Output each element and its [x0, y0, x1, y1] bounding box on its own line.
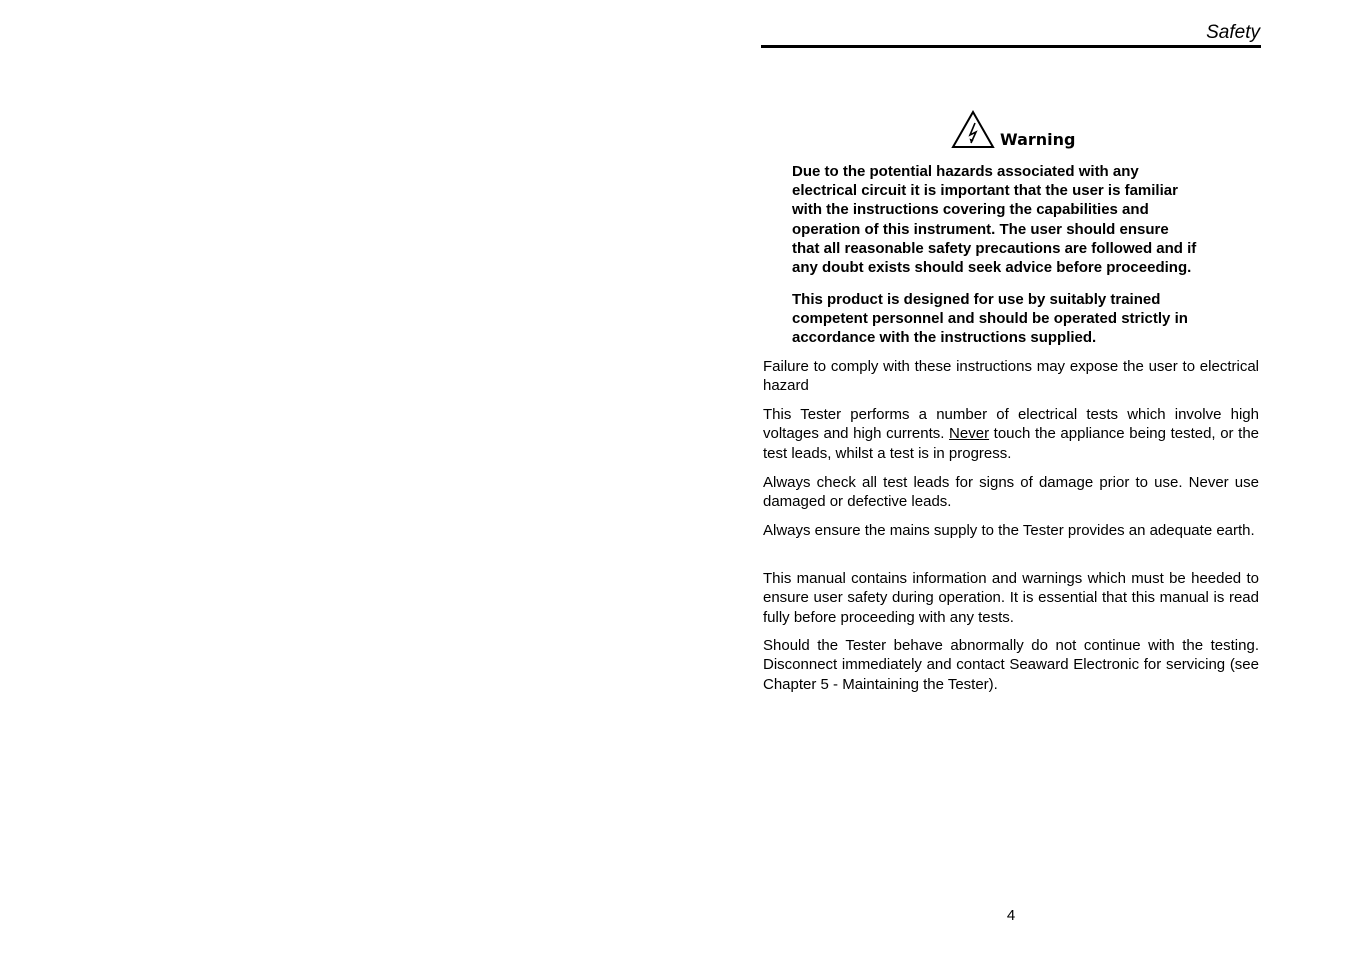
- never-emphasis: Never: [949, 425, 990, 443]
- warning-heading: [951, 110, 1075, 150]
- paragraph-check-leads: Always check all test leads for signs of damage prior to use. Never use damaged or defective leads.: [763, 474, 1259, 511]
- paragraph-text: This Tester performs a number of electrical tests which involve high voltages and high currents.: [763, 406, 1259, 443]
- warning-line: operation of this instrument. The user should ensure: [792, 220, 1169, 238]
- warning-line: any doubt exists should seek advice before proceeding.: [792, 259, 1192, 277]
- paragraph-text: touch the appliance being tested, or the test leads, whilst a test is in progress.: [763, 425, 1260, 462]
- page-number: 4: [1006, 907, 1016, 924]
- paragraph-manual-warnings: This manual contains information and warnings which must be heeded to ensure user safety during operation. It is essential that this manual is read fully before proceeding with any tests.: [763, 570, 1259, 626]
- paragraph-failure-to-comply: Failure to comply with these instructions may expose the user to electrical hazard: [763, 358, 1259, 395]
- warning-line: Due to the potential hazards associated with any: [792, 163, 1139, 180]
- section-title: Safety: [1206, 22, 1260, 43]
- paragraph-abnormal-behaviour: Should the Tester behave abnormally do not continue with the testing. Disconnect immediately and contact Seaward Electronic for servicing (see Chapter 5 - Maintaining the Tester).: [763, 637, 1259, 693]
- header-rule: [761, 45, 1261, 48]
- warning-line: that all reasonable safety precautions are followed and if: [792, 239, 1197, 257]
- warning-line: with the instructions covering the capabilities and: [792, 201, 1149, 219]
- warning-line: competent personnel and should be operated strictly in: [792, 310, 1188, 328]
- warning-paragraph-hazards: [792, 162, 1232, 277]
- paragraph-mains-earth: Always ensure the mains supply to the Tester provides an adequate earth.: [763, 522, 1255, 539]
- paragraph-high-voltage-tests: [763, 405, 1259, 463]
- high-voltage-triangle-icon: [951, 110, 995, 150]
- warning-paragraph-personnel: [792, 290, 1232, 348]
- warning-line: This product is designed for use by suitably trained: [792, 291, 1161, 308]
- warning-line: accordance with the instructions supplied.: [792, 329, 1097, 347]
- warning-label: Warning: [1000, 130, 1076, 149]
- warning-line: electrical circuit it is important that the user is familiar: [792, 182, 1178, 200]
